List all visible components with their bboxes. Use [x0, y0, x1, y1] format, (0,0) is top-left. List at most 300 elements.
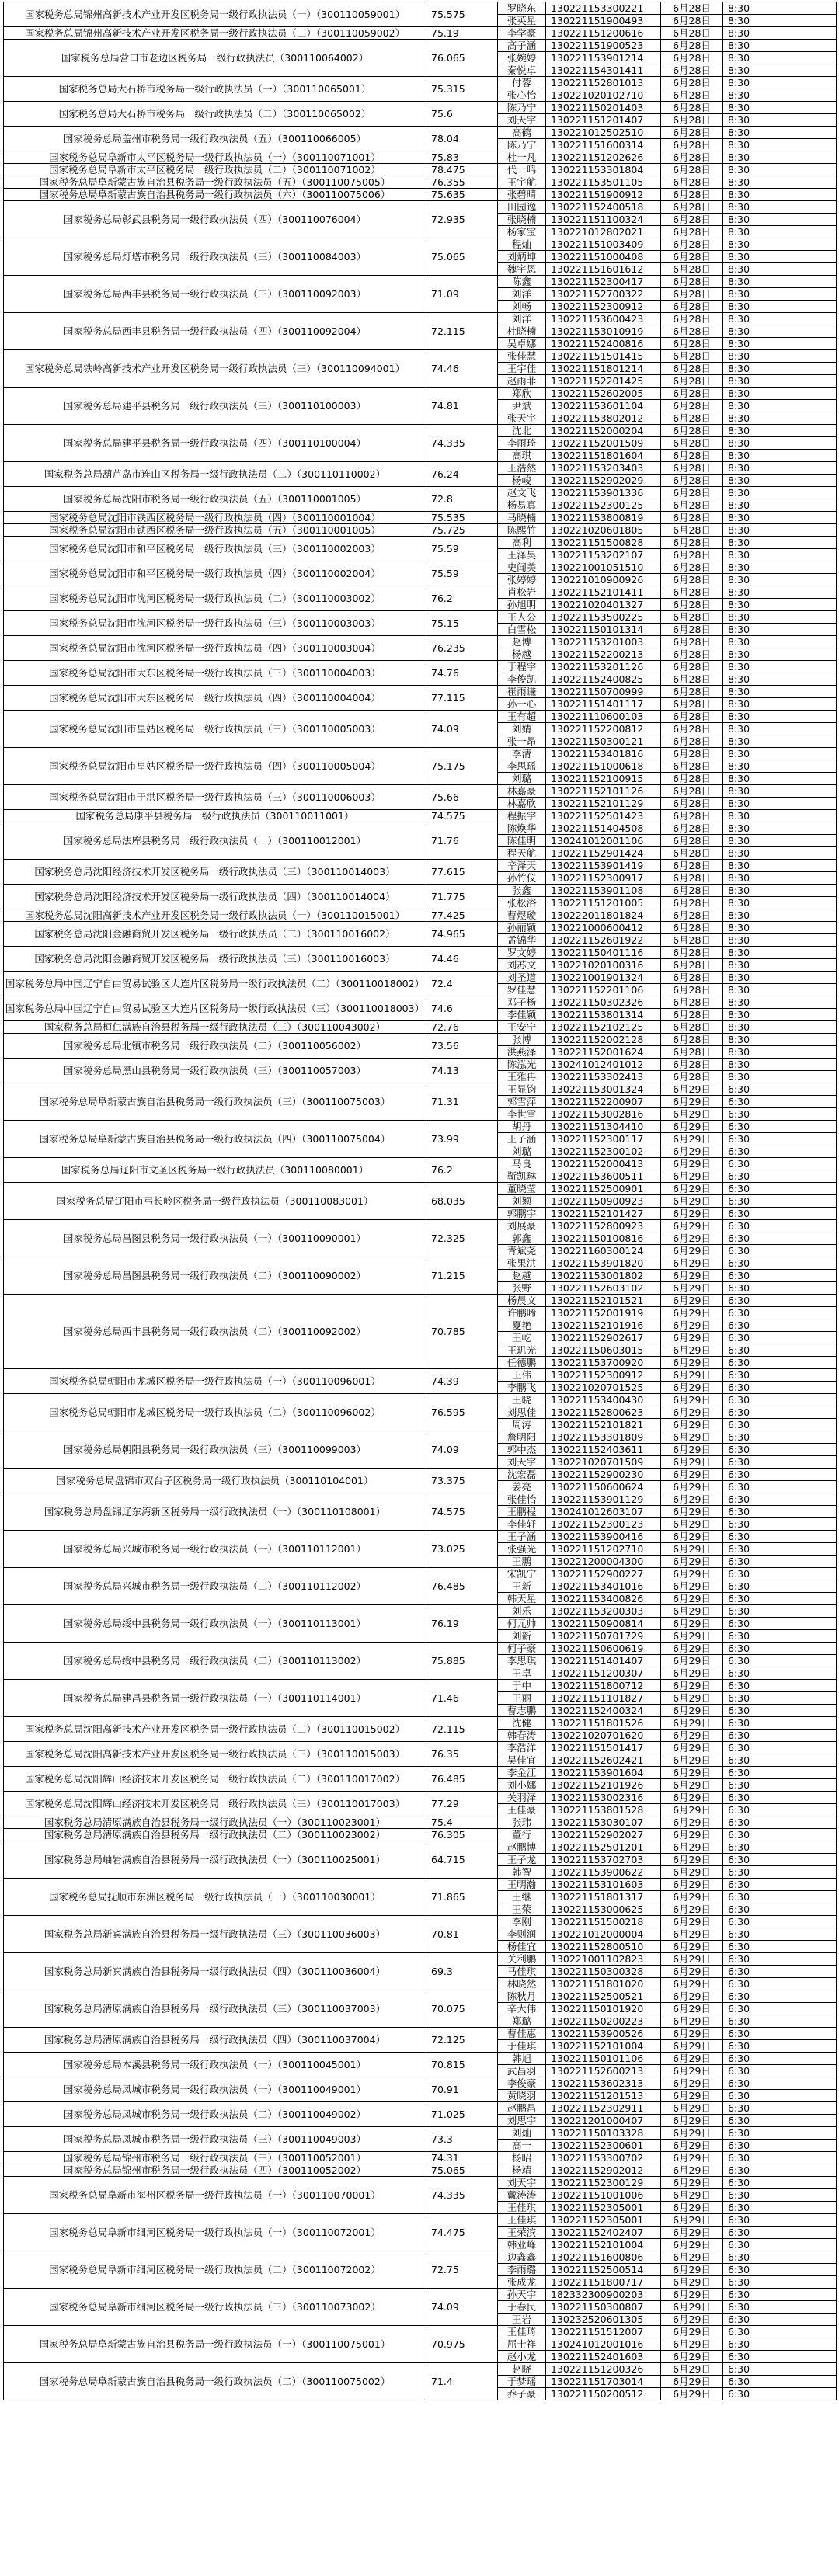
candidate-name-cell: 曹佳惠: [498, 2028, 546, 2040]
position-cell: 国家税务总局沈阳市沈河区税务局一级行政执法员（三）（300110003003）: [4, 611, 426, 636]
candidate-id-cell: 130221150600619: [546, 1643, 661, 1655]
interview-date-cell: 6月28日: [661, 437, 723, 450]
candidate-id-cell: 130221153901336: [546, 487, 661, 499]
candidate-id-cell: 130221150101920: [546, 2003, 661, 2015]
candidate-id-cell: 130221152002128: [546, 1034, 661, 1046]
candidate-id-cell: 130221150200512: [546, 2388, 661, 2400]
interview-date-cell: 6月28日: [661, 313, 723, 325]
interview-date-cell: 6月28日: [661, 723, 723, 735]
candidate-name-cell: 于梦瑶: [498, 2376, 546, 2388]
candidate-name-cell: 李佳颖: [498, 1009, 546, 1021]
position-cell: 国家税务总局中国辽宁自由贸易试验区大连片区税务局一级行政执法员（二）（300110018002）: [4, 972, 426, 996]
candidate-id-cell: 130221153201003: [546, 636, 661, 648]
candidate-name-cell: 陈焕华: [498, 822, 546, 835]
interview-date-cell: 6月29日: [661, 2077, 723, 2090]
candidate-id-cell: 130221153600511: [546, 1170, 661, 1183]
candidate-id-cell: 130221153301804: [546, 164, 661, 176]
candidate-id-cell: 130221152300912: [546, 1369, 661, 1382]
interview-date-cell: 6月29日: [661, 2015, 723, 2028]
position-cell: 国家税务总局彰武县税务局一级行政执法员（四）（300110076004）: [4, 201, 426, 238]
interview-time-cell: 8:30: [723, 934, 837, 947]
table-row: [4, 524, 837, 537]
candidate-name-cell: 王荣: [498, 1903, 546, 1916]
position-cell: 国家税务总局沈阳金融商贸开发区税务局一级行政执法员（二）（300110016002）: [4, 922, 426, 947]
candidate-id-cell: 130221152801013: [546, 77, 661, 89]
candidate-id-cell: 130221153300221: [546, 2, 661, 15]
score-cell: 72.8: [426, 487, 498, 512]
table-row: [4, 2028, 837, 2040]
interview-time-cell: 6:30: [723, 1903, 837, 1916]
candidate-id-cell: 130221152001624: [546, 1046, 661, 1059]
candidate-name-cell: 李则润: [498, 1928, 546, 1941]
candidate-name-cell: 孙旭明: [498, 599, 546, 611]
score-cell: 70.075: [426, 1990, 498, 2028]
interview-date-cell: 6月28日: [661, 909, 723, 922]
table-row: [4, 238, 837, 251]
interview-date-cell: 6月29日: [661, 1282, 723, 1295]
interview-time-cell: 8:30: [723, 897, 837, 909]
interview-date-cell: 6月28日: [661, 400, 723, 412]
interview-time-cell: 8:30: [723, 1059, 837, 1071]
table-row: [4, 102, 837, 114]
candidate-name-cell: 郭鑫: [498, 1232, 546, 1245]
interview-time-cell: 6:30: [723, 1742, 837, 1754]
interview-time-cell: 8:30: [723, 549, 837, 561]
candidate-id-cell: 130221152500521: [546, 1990, 661, 2003]
table-row: [4, 313, 837, 325]
candidate-id-cell: 130221152101411: [546, 586, 661, 599]
position-cell: 国家税务总局营口市老边区税务局一级行政执法员（300110064002）: [4, 40, 426, 77]
position-cell: 国家税务总局建昌县税务局一级行政执法员（一）（300110114001）: [4, 1680, 426, 1717]
interview-time-cell: 6:30: [723, 1121, 837, 1133]
interview-time-cell: 6:30: [723, 1618, 837, 1630]
score-cell: 74.31: [426, 2152, 498, 2164]
interview-time-cell: 8:30: [723, 52, 837, 64]
candidate-id-cell: 130221153010919: [546, 325, 661, 338]
score-cell: 73.99: [426, 1121, 498, 1158]
candidate-name-cell: 武昌羽: [498, 2065, 546, 2077]
position-cell: 国家税务总局锦州市税务局一级行政执法员（三）（300110052001）: [4, 2152, 426, 2164]
interview-date-cell: 6月29日: [661, 2102, 723, 2115]
candidate-name-cell: 田园逸: [498, 201, 546, 214]
position-cell: 国家税务总局阜新市太平区税务局一级行政执法员（一）（300110071001）: [4, 151, 426, 164]
candidate-id-cell: 130221151600314: [546, 139, 661, 151]
interview-date-cell: 6月29日: [661, 2177, 723, 2189]
interview-time-cell: 6:30: [723, 1643, 837, 1655]
interview-time-cell: 6:30: [723, 1941, 837, 1953]
interview-date-cell: 6月29日: [661, 1816, 723, 1829]
table-row: [4, 661, 837, 673]
interview-time-cell: 6:30: [723, 1580, 837, 1593]
score-cell: 71.09: [426, 276, 498, 313]
table-row: [4, 1990, 837, 2003]
table-row: [4, 1953, 837, 1966]
position-cell: 国家税务总局辽阳市弓长岭区税务局一级行政执法员（300110083001）: [4, 1183, 426, 1220]
candidate-id-cell: 130221150600624: [546, 1481, 661, 1493]
candidate-name-cell: 李金江: [498, 1767, 546, 1779]
candidate-name-cell: 乔子豪: [498, 2388, 546, 2400]
candidate-id-cell: 130221152000204: [546, 425, 661, 437]
interview-time-cell: 6:30: [723, 1705, 837, 1717]
score-cell: 75.59: [426, 561, 498, 586]
interview-time-cell: 6:30: [723, 2040, 837, 2053]
candidate-name-cell: 王继: [498, 1891, 546, 1903]
candidate-id-cell: 130221152201106: [546, 984, 661, 996]
interview-time-cell: 6:30: [723, 1444, 837, 1456]
interview-date-cell: 6月28日: [661, 412, 723, 425]
interview-time-cell: 8:30: [723, 40, 837, 52]
interview-time-cell: 6:30: [723, 1978, 837, 1990]
score-cell: 71.76: [426, 822, 498, 860]
score-cell: 75.66: [426, 785, 498, 810]
interview-time-cell: 6:30: [723, 1953, 837, 1966]
candidate-id-cell: 130221153400826: [546, 1593, 661, 1605]
score-cell: 64.715: [426, 1841, 498, 1879]
table-row: [4, 1257, 837, 1270]
candidate-id-cell: 130221153000625: [546, 1903, 661, 1916]
interview-date-cell: 6月28日: [661, 201, 723, 214]
interview-time-cell: 8:30: [723, 127, 837, 139]
position-cell: 国家税务总局北镇市税务局一级行政执法员（二）（300110056002）: [4, 1034, 426, 1059]
candidate-name-cell: 王伟: [498, 1369, 546, 1382]
score-cell: 74.76: [426, 661, 498, 686]
candidate-id-cell: 182332300900203: [546, 2289, 661, 2301]
candidate-id-cell: 130221152300129: [546, 2177, 661, 2189]
candidate-id-cell: 130221151501415: [546, 350, 661, 363]
interview-time-cell: 6:30: [723, 1419, 837, 1431]
interview-time-cell: 8:30: [723, 624, 837, 636]
candidate-name-cell: 吴卓娜: [498, 338, 546, 350]
interview-time-cell: 8:30: [723, 760, 837, 773]
position-cell: 国家税务总局阜新蒙古族自治县税务局一级行政执法员（三）（300110075003）: [4, 1083, 426, 1121]
interview-date-cell: 6月29日: [661, 1730, 723, 1742]
score-cell: 71.31: [426, 1083, 498, 1121]
candidate-name-cell: 于春民: [498, 2301, 546, 2314]
candidate-name-cell: 刘新: [498, 1630, 546, 1643]
interview-date-cell: 6月28日: [661, 1021, 723, 1034]
candidate-id-cell: 130221151801317: [546, 1891, 661, 1903]
interview-date-cell: 6月29日: [661, 2202, 723, 2214]
interview-time-cell: 6:30: [723, 1792, 837, 1804]
table-row: [4, 425, 837, 437]
score-cell: 72.115: [426, 313, 498, 350]
position-cell: 国家税务总局沈阳市和平区税务局一级行政执法员（三）（300110002003）: [4, 537, 426, 561]
candidate-id-cell: 130221153401816: [546, 748, 661, 760]
table-row: [4, 1531, 837, 1543]
interview-time-cell: 8:30: [723, 735, 837, 748]
interview-time-cell: 6:30: [723, 1506, 837, 1518]
table-row: [4, 2053, 837, 2065]
table-row: [4, 151, 837, 164]
interview-time-cell: 6:30: [723, 2264, 837, 2276]
interview-time-cell: 6:30: [723, 2053, 837, 2065]
candidate-name-cell: 罗佳慧: [498, 984, 546, 996]
candidate-name-cell: 刘圣道: [498, 972, 546, 984]
interview-time-cell: 8:30: [723, 748, 837, 760]
interview-date-cell: 6月29日: [661, 1754, 723, 1767]
candidate-name-cell: 韩旭: [498, 2053, 546, 2065]
interview-time-cell: 8:30: [723, 785, 837, 798]
score-cell: 73.56: [426, 1034, 498, 1059]
interview-time-cell: 6:30: [723, 1369, 837, 1382]
interview-date-cell: 6月29日: [661, 2189, 723, 2202]
candidate-name-cell: 刘小娜: [498, 1779, 546, 1792]
score-cell: 76.2: [426, 586, 498, 611]
candidate-id-cell: 130221150302326: [546, 996, 661, 1009]
candidate-name-cell: 杨越: [498, 648, 546, 661]
table-row: [4, 276, 837, 288]
interview-time-cell: 6:30: [723, 1630, 837, 1643]
candidate-name-cell: 陈乃宁: [498, 139, 546, 151]
candidate-name-cell: 杨晨文: [498, 1295, 546, 1307]
candidate-name-cell: 黄晓羽: [498, 2090, 546, 2102]
position-cell: 国家税务总局昌图县税务局一级行政执法员（二）（300110090002）: [4, 1257, 426, 1295]
candidate-name-cell: 韩智: [498, 1866, 546, 1879]
table-row: [4, 636, 837, 648]
candidate-id-cell: 130221151000408: [546, 251, 661, 263]
score-cell: 72.75: [426, 2251, 498, 2289]
interview-date-cell: 6月28日: [661, 1034, 723, 1046]
candidate-name-cell: 洪燕泽: [498, 1046, 546, 1059]
candidate-id-cell: 130221152001509: [546, 437, 661, 450]
interview-time-cell: 8:30: [723, 947, 837, 959]
candidate-name-cell: 陈熙竹: [498, 524, 546, 537]
candidate-id-cell: 130221150300328: [546, 1966, 661, 1978]
candidate-name-cell: 王鹏: [498, 1556, 546, 1568]
position-cell: 国家税务总局兴城市税务局一级行政执法员（二）（300110112002）: [4, 1568, 426, 1605]
table-row: [4, 1034, 837, 1046]
interview-date-cell: 6月29日: [661, 1270, 723, 1282]
candidate-name-cell: 张佳怡: [498, 1493, 546, 1506]
position-cell: 国家税务总局阜新市细河区税务局一级行政执法员（二）（300110072002）: [4, 2251, 426, 2289]
table-row: [4, 201, 837, 214]
candidate-id-cell: 130221153501105: [546, 176, 661, 189]
candidate-name-cell: 杜晓楠: [498, 325, 546, 338]
candidate-id-cell: 130221152602421: [546, 1754, 661, 1767]
position-cell: 国家税务总局朝阳市龙城区税务局一级行政执法员（一）（300110096001）: [4, 1369, 426, 1394]
candidate-name-cell: 林嘉豪: [498, 785, 546, 798]
interview-time-cell: 8:30: [723, 611, 837, 624]
interview-date-cell: 6月28日: [661, 785, 723, 798]
candidate-name-cell: 刘炳坤: [498, 251, 546, 263]
interview-date-cell: 6月28日: [661, 735, 723, 748]
interview-date-cell: 6月29日: [661, 1506, 723, 1518]
candidate-name-cell: 刘思宇: [498, 2115, 546, 2127]
candidate-id-cell: 130221152200812: [546, 723, 661, 735]
score-cell: 71.215: [426, 1257, 498, 1295]
candidate-id-cell: 130221153602313: [546, 2077, 661, 2090]
candidate-name-cell: 李俊豪: [498, 2077, 546, 2090]
interview-time-cell: 6:30: [723, 2351, 837, 2363]
interview-time-cell: 8:30: [723, 437, 837, 450]
position-cell: 国家税务总局凤城市税务局一级行政执法员（一）（300110049001）: [4, 2077, 426, 2102]
candidate-name-cell: 王人公: [498, 611, 546, 624]
table-row: [4, 686, 837, 698]
candidate-name-cell: 曹志鹏: [498, 1705, 546, 1717]
interview-time-cell: 8:30: [723, 822, 837, 835]
interview-time-cell: 6:30: [723, 1717, 837, 1730]
candidate-id-cell: 130221152501201: [546, 1841, 661, 1854]
interview-date-cell: 6月28日: [661, 1046, 723, 1059]
table-row: [4, 2077, 837, 2090]
interview-time-cell: 6:30: [723, 1456, 837, 1469]
interview-date-cell: 6月28日: [661, 40, 723, 52]
candidate-id-cell: 130221151101827: [546, 1692, 661, 1705]
candidate-id-cell: 130221152101126: [546, 785, 661, 798]
score-cell: 71.775: [426, 885, 498, 909]
candidate-name-cell: 于佳琪: [498, 2040, 546, 2053]
interview-date-cell: 6月28日: [661, 164, 723, 176]
interview-time-cell: 8:30: [723, 102, 837, 114]
interview-date-cell: 6月29日: [661, 1307, 723, 1319]
score-cell: 75.6: [426, 102, 498, 127]
interview-date-cell: 6月28日: [661, 15, 723, 27]
position-cell: 国家税务总局凤城市税务局一级行政执法员（二）（300110049002）: [4, 2102, 426, 2127]
candidate-name-cell: 刘璐: [498, 773, 546, 785]
interview-time-cell: 8:30: [723, 176, 837, 189]
position-cell: 国家税务总局阜新蒙古族自治县税务局一级行政执法员（四）（300110075004）: [4, 1121, 426, 1158]
interview-time-cell: 6:30: [723, 1928, 837, 1941]
candidate-id-cell: 130221150300121: [546, 735, 661, 748]
table-row: [4, 1643, 837, 1655]
table-row: [4, 537, 837, 549]
candidate-id-cell: 130221153901820: [546, 1257, 661, 1270]
candidate-id-cell: 130221152901424: [546, 847, 661, 860]
candidate-id-cell: 130221153002816: [546, 1108, 661, 1121]
candidate-id-cell: 130221153901419: [546, 860, 661, 872]
candidate-id-cell: 130241012001106: [546, 835, 661, 847]
interview-date-cell: 6月29日: [661, 2376, 723, 2388]
position-cell: 国家税务总局沈阳辉山经济技术开发区税务局一级行政执法员（二）（300110017002）: [4, 1767, 426, 1792]
interview-time-cell: 8:30: [723, 773, 837, 785]
position-cell: 国家税务总局黑山县税务局一级行政执法员（三）（300110057003）: [4, 1059, 426, 1083]
interview-time-cell: 8:30: [723, 201, 837, 214]
interview-time-cell: 6:30: [723, 1829, 837, 1841]
candidate-id-cell: 130221153601104: [546, 400, 661, 412]
candidate-id-cell: 130221152601922: [546, 934, 661, 947]
interview-table: [3, 2, 837, 2400]
score-cell: 75.19: [426, 27, 498, 40]
candidate-id-cell: 130221152700322: [546, 288, 661, 301]
position-cell: 国家税务总局康平县税务局一级行政执法员（300110011001）: [4, 810, 426, 822]
interview-date-cell: 6月28日: [661, 363, 723, 375]
interview-time-cell: 6:30: [723, 1816, 837, 1829]
candidate-id-cell: 130221000600412: [546, 922, 661, 934]
candidate-name-cell: 代一鸣: [498, 164, 546, 176]
position-cell: 国家税务总局阜新市细河区税务局一级行政执法员（三）（300110073002）: [4, 2289, 426, 2326]
interview-date-cell: 6月29日: [661, 1779, 723, 1792]
candidate-id-cell: 130221152305001: [546, 2202, 661, 2214]
position-cell: 国家税务总局辽阳市文圣区税务局一级行政执法员（300110080001）: [4, 1158, 426, 1183]
interview-time-cell: 8:30: [723, 89, 837, 102]
candidate-id-cell: 130221153001802: [546, 1270, 661, 1282]
interview-date-cell: 6月29日: [661, 1319, 723, 1332]
candidate-id-cell: 130221151001006: [546, 2189, 661, 2202]
candidate-name-cell: 张一昂: [498, 735, 546, 748]
candidate-name-cell: 张强光: [498, 1543, 546, 1556]
score-cell: 75.15: [426, 611, 498, 636]
candidate-name-cell: 于程宇: [498, 661, 546, 673]
candidate-id-cell: 130221152302911: [546, 2102, 661, 2115]
candidate-name-cell: 刘灿: [498, 2127, 546, 2140]
interview-date-cell: 6月28日: [661, 711, 723, 723]
interview-time-cell: 8:30: [723, 561, 837, 574]
position-cell: 国家税务总局盘锦市双台子区税务局一级行政执法员（300110104001）: [4, 1469, 426, 1493]
table-row: [4, 860, 837, 872]
interview-date-cell: 6月29日: [661, 1593, 723, 1605]
interview-date-cell: 6月28日: [661, 338, 723, 350]
score-cell: 74.335: [426, 2177, 498, 2214]
interview-date-cell: 6月28日: [661, 487, 723, 499]
position-cell: 国家税务总局阜新市海州区税务局一级行政执法员（一）（300110070001）: [4, 2177, 426, 2214]
interview-date-cell: 6月29日: [661, 1854, 723, 1866]
interview-time-cell: 6:30: [723, 1543, 837, 1556]
interview-date-cell: 6月29日: [661, 1953, 723, 1966]
candidate-name-cell: 王佳豪: [498, 1804, 546, 1816]
candidate-id-cell: 130221152902027: [546, 1829, 661, 1841]
interview-time-cell: 6:30: [723, 1270, 837, 1282]
interview-date-cell: 6月29日: [661, 2053, 723, 2065]
interview-time-cell: 6:30: [723, 1966, 837, 1978]
table-row: [4, 586, 837, 599]
candidate-id-cell: 130221152501423: [546, 810, 661, 822]
interview-date-cell: 6月28日: [661, 549, 723, 561]
interview-date-cell: 6月28日: [661, 301, 723, 313]
interview-time-cell: 6:30: [723, 1481, 837, 1493]
interview-date-cell: 6月29日: [661, 2289, 723, 2301]
candidate-name-cell: 沈健: [498, 1717, 546, 1730]
candidate-id-cell: 130221150900923: [546, 1195, 661, 1208]
candidate-id-cell: 130221151304410: [546, 1121, 661, 1133]
table-row: [4, 1394, 837, 1406]
table-row: [4, 2289, 837, 2301]
interview-time-cell: 8:30: [723, 313, 837, 325]
interview-time-cell: 6:30: [723, 2202, 837, 2214]
interview-date-cell: 6月28日: [661, 947, 723, 959]
table-row: [4, 2326, 837, 2338]
interview-date-cell: 6月28日: [661, 661, 723, 673]
candidate-name-cell: 高琪: [498, 450, 546, 462]
interview-time-cell: 6:30: [723, 1916, 837, 1928]
candidate-name-cell: 曹煜璇: [498, 909, 546, 922]
table-row: [4, 1717, 837, 1730]
interview-date-cell: 6月29日: [661, 1804, 723, 1816]
candidate-name-cell: 孟锦华: [498, 934, 546, 947]
interview-date-cell: 6月29日: [661, 1667, 723, 1680]
interview-time-cell: 8:30: [723, 338, 837, 350]
interview-date-cell: 6月29日: [661, 1692, 723, 1705]
table-row: [4, 972, 837, 984]
interview-time-cell: 6:30: [723, 1307, 837, 1319]
interview-date-cell: 6月28日: [661, 561, 723, 574]
table-row: [4, 1121, 837, 1133]
candidate-id-cell: 130221153702703: [546, 1854, 661, 1866]
interview-date-cell: 6月29日: [661, 2251, 723, 2264]
interview-time-cell: 6:30: [723, 2164, 837, 2177]
interview-date-cell: 6月29日: [661, 1382, 723, 1394]
table-row: [4, 1158, 837, 1170]
interview-date-cell: 6月29日: [661, 1717, 723, 1730]
interview-time-cell: 6:30: [723, 2276, 837, 2289]
interview-date-cell: 6月28日: [661, 1009, 723, 1021]
interview-date-cell: 6月28日: [661, 276, 723, 288]
score-cell: 74.46: [426, 947, 498, 972]
interview-time-cell: 6:30: [723, 1096, 837, 1108]
table-row: [4, 1220, 837, 1232]
candidate-id-cell: 130221151200326: [546, 2363, 661, 2376]
interview-date-cell: 6月29日: [661, 1344, 723, 1357]
interview-date-cell: 6月29日: [661, 1245, 723, 1257]
